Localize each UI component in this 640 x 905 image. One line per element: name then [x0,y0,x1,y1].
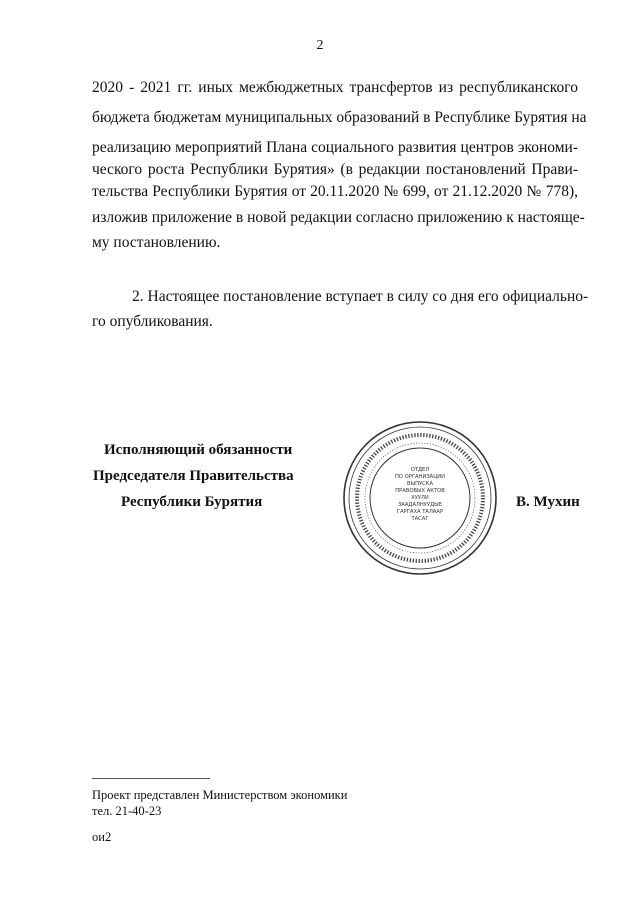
footer-code: ои2 [92,830,112,844]
paragraph1-line: 2020 - 2021 гг. иных межбюджетных трансфертов из республиканского [92,79,578,96]
seal-text-line: ПО ОРГАНИЗАЦИИ [394,474,446,480]
footer-phone: тел. 21-40-23 [92,804,162,818]
seal-text-line: ЗААДАЛНУУДЫЕ [397,502,443,508]
paragraph2-line: го опубликования. [92,313,213,330]
signature-title-line: Республики Бурятия [121,494,263,510]
paragraph2-line: 2. Настоящее постановление вступает в силу со дня его официально- [132,288,589,305]
paragraph1-line: изложив приложение в новой редакции согласно приложению к настояще- [92,209,585,226]
seal-text-line: ОТДЕЛ [410,467,430,473]
signature-title-line: Исполняющий обязанности [104,442,293,458]
page-number: 2 [316,38,324,53]
paragraph1-line: му постановлению. [92,234,221,251]
footer-ministry: Проект представлен Министерством экономики [92,788,348,802]
seal-text-line: ТАСАГ [411,516,429,522]
signatory-name: В. Мухин [516,494,580,510]
seal-text-line: ХУУЛИ [411,495,429,501]
footer-divider [92,778,210,779]
seal-text-line: ПРАВОВЫХ АКТОВ [395,488,445,494]
paragraph1-line: реализацию мероприятий Плана социального развития центров экономи- [92,139,578,156]
paragraph1-line: ческого роста Республики Бурятия» (в редакции постановлений Прави- [92,161,578,178]
official-seal [340,418,500,578]
paragraph1-line: бюджета бюджетам муниципальных образований в Республике Бурятия на [92,109,587,126]
seal-text-line: ВЫПУСКА [406,481,434,487]
seal-text-line: ГАРГАХА ТАЛААР [396,509,444,515]
paragraph1-line: тельства Республики Бурятия от 20.11.2020 № 699, от 21.12.2020 № 778), [92,183,578,200]
signature-title-line: Председателя Правительства [93,468,294,484]
